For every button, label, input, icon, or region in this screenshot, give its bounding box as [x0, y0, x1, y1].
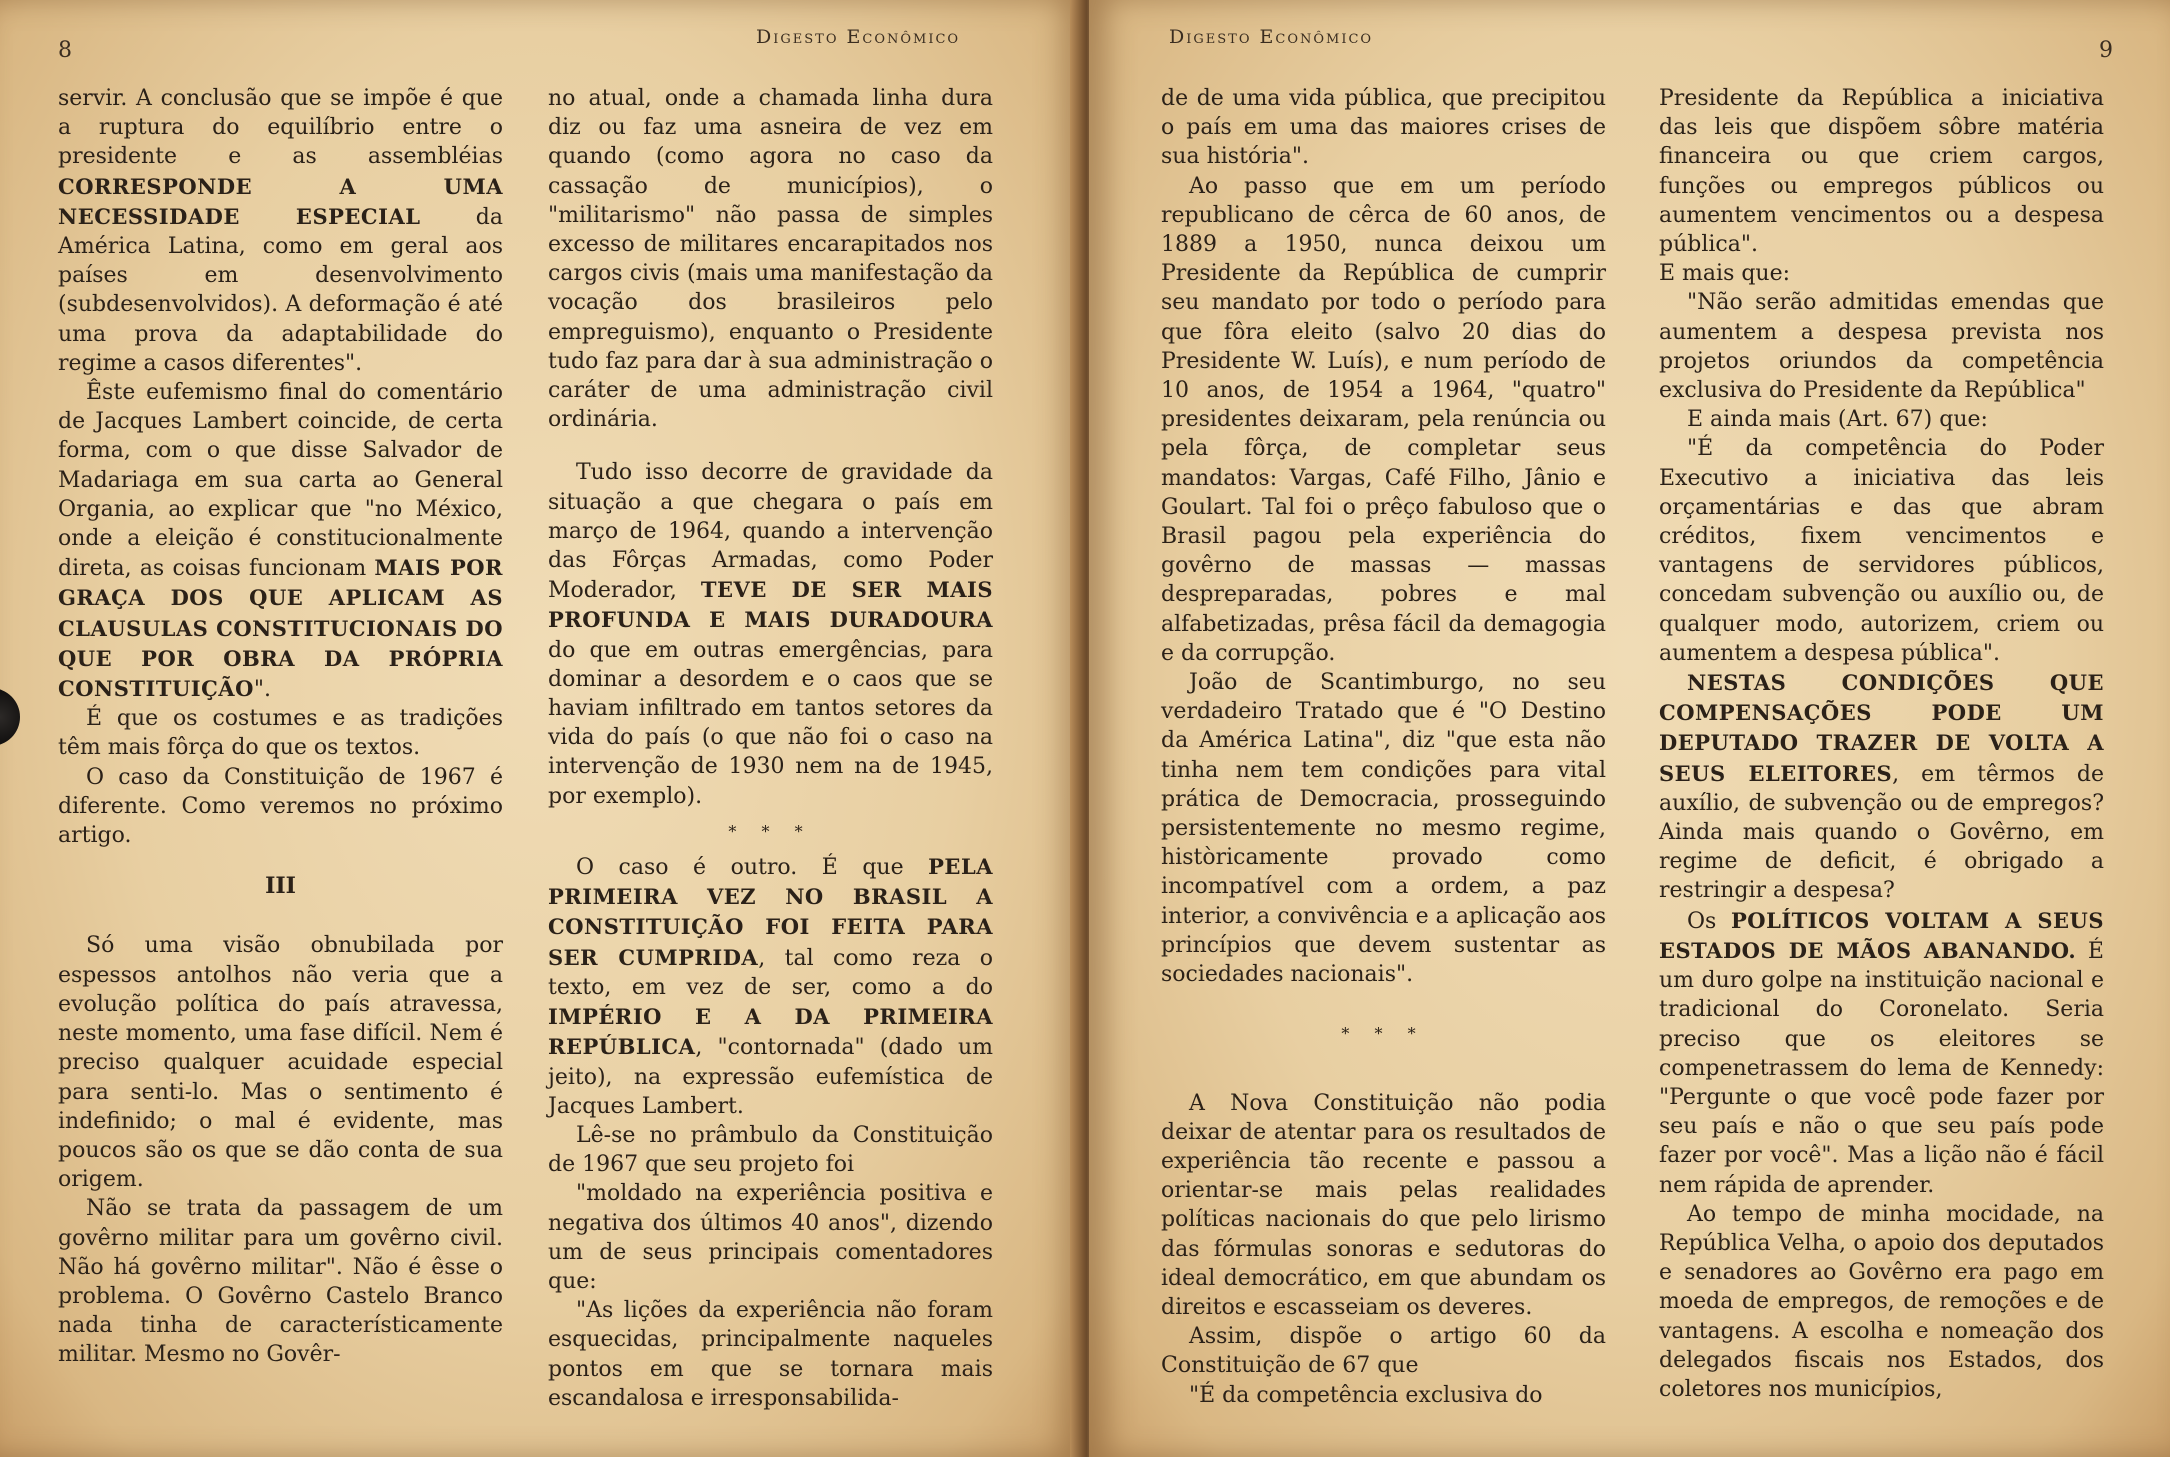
- paragraph: Os POLÍTICOS VOLTAM A SEUS ESTADOS DE MÃOS ABANANDO. É um duro golpe na instituição nacional e tradicional do Coronelato. Seria preciso que os eleitores se compenetrassem do lema de Kennedy: "Pergunte o que você pode fazer por seu país e não o que seu país pode fazer por você". Mas a lição não é fácil nem rápida de aprender.: [1659, 907, 2104, 1198]
- right-column-2: [1659, 84, 2104, 1404]
- paragraph: E mais que:: [1659, 261, 1791, 287]
- paragraph: Tudo isso decorre de gravidade da situação a que chegara o país em março de 1964, quando a intervenção das Fôrças Armadas, como Poder Moderador, TEVE DE SER MAIS PROFUNDA E MAIS DURADOURA do que em outras emergências, para dominar a desordem e o caos que se haviam infiltrado em tantos setores da vida do país (o que não foi o caso na intervenção de 1930 nem na de 1945, por exemplo).: [548, 460, 993, 809]
- quote: "É da competência exclusiva do: [1189, 1382, 1543, 1408]
- page-number: 9: [2099, 38, 2113, 63]
- quote: "As lições da experiência não foram esquecidas, principalmente naqueles pontos em que se tornara mais escandalosa e irresponsabilida-: [548, 1298, 993, 1411]
- paragraph: A Nova Constituição não podia deixar de atentar para os resultados de experiência tão recente e passou a orientar-se mais pelas realidades políticas nacionais do que pelo lirismo das fórmulas sonoras e sedutoras do ideal democrático, em que abundam os direitos e escasseiam os deveres.: [1161, 1090, 1606, 1320]
- paragraph: João de Scantimburgo, no seu verdadeiro Tratado que é "O Destino da América Latina", diz "que esta não tinha nem tem condições para vital prática de Democracia, prosseguindo persistentemente no mesmo regime, històricamente provado como incompatível com a ordem, a paz interior, a convivência e a aplicação aos princípios que devem sustentar as sociedades nacionais".: [1161, 670, 1606, 988]
- paragraph: O caso é outro. É que PELA PRIMEIRA VEZ NO BRASIL A CONSTITUIÇÃO FOI FEITA PARA SER CUMPRIDA, tal como reza o texto, em vez de ser, como a do IMPÉRIO E A DA PRIMEIRA REPÚBLICA, "contornada" (dado um jeito), na expressão eufemística de Jacques Lambert.: [548, 854, 993, 1119]
- paragraph: O caso da Constituição de 1967 é diferente. Como veremos no próximo artigo.: [58, 764, 503, 849]
- section-separator: * * *: [1341, 1024, 1426, 1044]
- quote: "moldado na experiência positiva e negativa dos últimos 40 anos", dizendo um de seus principais comentadores que:: [548, 1181, 993, 1294]
- paragraph: de de uma vida pública, que precipitou o país em uma das maiores crises de sua história".: [1161, 86, 1606, 170]
- binder-clip: [0, 688, 20, 746]
- left-column-2: [548, 84, 993, 1413]
- section-separator: * * *: [728, 821, 813, 841]
- left-page: [0, 0, 1081, 1457]
- paragraph: Assim, dispõe o artigo 60 da Constituição de 67 que: [1161, 1324, 1606, 1379]
- paragraph: Ao passo que em um período republicano de cêrca de 60 anos, de 1889 a 1950, nunca deixou um Presidente da República de cumprir seu mandato por todo o período para que fôra eleito (salvo 20 dias do Presidente W. Luís), e num período de 10 anos, de 1954 a 1964, "quatro" presidentes deixaram, pela renúncia ou pela fôrça, de completar seus mandatos: Vargas, Café Filho, Jânio e Goulart. Tal foi o prêço fabuloso que o Brasil pagou pela experiência do govêrno de massas — massas despreparadas, pobres e mal alfabetizadas, prêsa fácil da demagogia e da corrupção.: [1161, 173, 1606, 666]
- left-column-1: [58, 84, 503, 1370]
- paragraph: servir. A conclusão que se impõe é que a ruptura do equilíbrio entre o presidente e as assembléias CORRESPONDE A UMA NECESSIDADE ESPECIAL da América Latina, como em geral aos países em desenvolvimento (subdesenvolvidos). A deformação é até uma prova da adaptabilidade do regime a casos diferentes".: [58, 86, 503, 376]
- paragraph: Só uma visão obnubilada por espessos antolhos não veria que a evolução política do país atravessa, neste momento, uma fase difícil. Nem é preciso qualquer acuidade especial para senti-lo. Mas o sentimento é indefinido; o mal é evidente, mas poucos são os que se dão conta de sua origem.: [58, 933, 503, 1193]
- paragraph: Ao tempo de minha mocidade, na República Velha, o apoio dos deputados e senadores ao Govêrno era pago em moeda de empregos, de remoções e de vantagens. A escolha e nomeação dos delegados fiscais nos Estados, dos coletores nos municípios,: [1659, 1201, 2104, 1402]
- paragraph: Não se trata da passagem de um govêrno militar para um govêrno civil. Não há govêrno militar". Não é êsse o problema. O Govêrno Castelo Branco nada tinha de característicamente militar. Mesmo no Govêr-: [58, 1196, 503, 1368]
- right-column-1: [1161, 84, 1606, 1410]
- paragraph: Êste eufemismo final do comentário de Jacques Lambert coincide, de certa forma, com o que disse Salvador de Madariaga em sua carta ao General Organia, ao explicar que "no México, onde a eleição é constitucionalmente direta, as coisas funcionam MAIS POR GRAÇA DOS QUE APLICAM AS CLAUSULAS CONSTITUCIONAIS DO QUE POR OBRA DA PRÓPRIA CONSTITUIÇÃO".: [58, 380, 504, 703]
- paragraph: Lê-se no prâmbulo da Constituição de 1967 que seu projeto foi: [548, 1122, 993, 1178]
- quote: Presidente da República a iniciativa das leis que dispõem sôbre matéria financeira ou que criem cargos, funções ou empregos públicos ou aumentem vencimentos ou a despesa pública".: [1659, 86, 2104, 258]
- paragraph: no atual, onde a chamada linha dura diz ou faz uma asneira de vez em quando (como agora no caso da cassação de municípios), o "militarismo" não passa de simples excesso de militares encarapitados nos cargos civis (mais uma manifestação da vocação dos brasileiros pelo empreguismo), enquanto o Presidente tudo faz para dar à sua administração o caráter de uma administração civil ordinária.: [548, 86, 993, 433]
- section-heading: III: [265, 873, 296, 900]
- page-number: 8: [58, 38, 72, 63]
- paragraph: NESTAS CONDIÇÕES QUE COMPENSAÇÕES PODE UM DEPUTADO TRAZER DE VOLTA A SEUS ELEITORES, em têrmos de auxílio, de subvenção ou de empregos? Ainda mais quando o Govêrno, em regime de deficit, é obrigado a restringir a despesa?: [1659, 670, 2105, 904]
- quote: "É da competência do Poder Executivo a iniciativa das leis orçamentárias e das que abram créditos, fixem vencimentos e vantagens de servidores públicos, concedam subvenção ou auxílio ou, de qualquer modo, autorizem, criem ou aumentem a despesa pública".: [1659, 436, 2104, 666]
- paragraph: E ainda mais (Art. 67) que:: [1687, 407, 1988, 433]
- running-head: Digesto Econômico: [1169, 26, 1374, 48]
- right-page: [1089, 0, 2170, 1457]
- running-head: Digesto Econômico: [756, 26, 961, 48]
- paragraph: É que os costumes e as tradições têm mais fôrça do que os textos.: [58, 706, 503, 761]
- quote: "Não serão admitidas emendas que aumentem a despesa prevista nos projetos oriundos da competência exclusiva do Presidente da República": [1659, 290, 2104, 404]
